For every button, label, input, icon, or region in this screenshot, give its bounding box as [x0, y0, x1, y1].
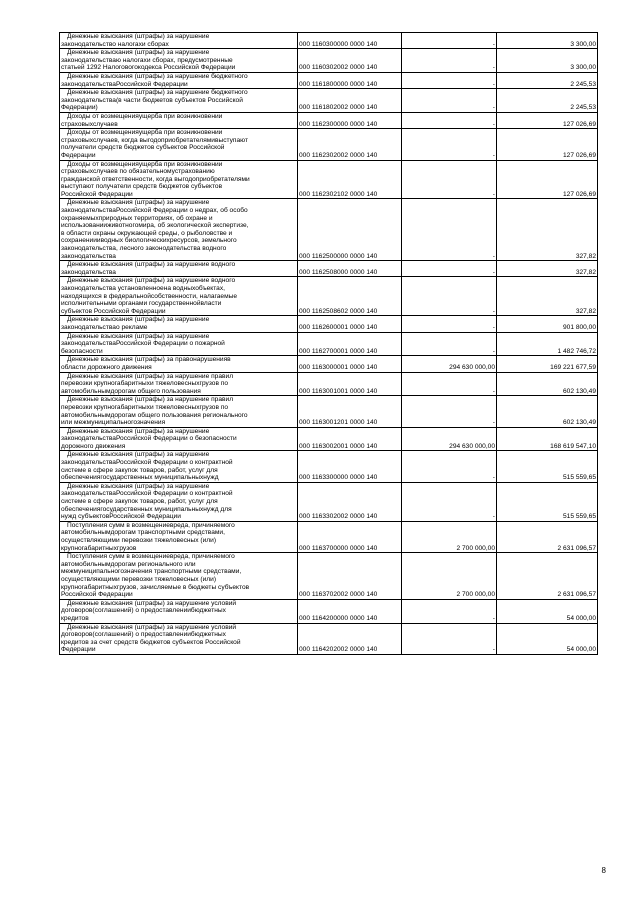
page-number: 8 — [601, 866, 606, 875]
actual-amount-cell: 2 631 096,57 — [497, 553, 598, 600]
actual-amount-cell: 127 026,69 — [497, 129, 598, 160]
planned-amount-cell: - — [402, 261, 497, 277]
actual-amount-cell: 3 300,00 — [497, 49, 598, 73]
table-body — [60, 33, 598, 655]
budget-code-cell: 000 1163001001 0000 140 — [298, 372, 402, 396]
actual-amount-cell: 54 000,00 — [497, 623, 598, 654]
income-name-cell: Денежные взыскания (штрафы) за нарушение законодательстваРоссийской Федерации о недрах, об особо охраняемыхприродных территориях, об охране и использованииживотногомира, об экологической экспертизе, в области охраны окружающей среды, о рыболовстве и сохранениииводных биологическихресурсов, земельного законодательства, лесного законодательства водного законодательства — [60, 199, 298, 261]
income-name-cell: Денежные взыскания (штрафы) за правонарушенияв области дорожного движения — [60, 356, 298, 372]
budget-code-cell: 000 1162500000 0000 140 — [298, 199, 402, 261]
planned-amount-cell: - — [402, 129, 497, 160]
table-row — [60, 33, 598, 49]
income-name-cell: Денежные взыскания (штрафы) за нарушение водного законодательства установленноена водныхобъектах, находящихся в федеральнойсобственности, налагаемые исполнительными органами государственнойвласти субъектов Российской Федерации — [60, 277, 298, 316]
actual-amount-cell: 54 000,00 — [497, 599, 598, 623]
table-row — [60, 316, 598, 332]
budget-code-cell: 000 1160302002 0000 140 — [298, 49, 402, 73]
income-name-cell: Доходы от возмещенияущерба при возникновении страховыхслучаев по обязательномустрахованию гражданской ответственности, когда выгодоприобретателями выступают получатели средств бюджетов субъектов Российской Федерации — [60, 160, 298, 199]
budget-code-cell: 000 1162700001 0000 140 — [298, 332, 402, 356]
actual-amount-cell: 168 619 547,10 — [497, 427, 598, 451]
budget-code-cell: 000 1162508602 0000 140 — [298, 277, 402, 316]
planned-amount-cell: - — [402, 199, 497, 261]
actual-amount-cell: 602 130,49 — [497, 372, 598, 396]
table-row — [60, 199, 598, 261]
income-name-cell: Поступления сумм в возмещениевреда, причиняемого автомобильнымдорогам регионального или межмуниципальногозначения транспортными средствами, осуществляющими перевозки тяжеловесных (или) крупногабаритныхгрузов, зачисляемые в бюджеты субъектов Российской Федерации — [60, 553, 298, 600]
planned-amount-cell: - — [402, 372, 497, 396]
income-name-cell: Денежные взыскания (штрафы) за нарушение условий договоров(соглашений) о предоставлениибюджетных кредитов за счет средств бюджетов субъектов Российской Федерации — [60, 623, 298, 654]
planned-amount-cell: - — [402, 316, 497, 332]
actual-amount-cell: 2 245,53 — [497, 89, 598, 113]
budget-code-cell: 000 1163302002 0000 140 — [298, 482, 402, 521]
income-name-cell: Денежные взыскания (штрафы) за нарушение правил перевозки крупногабаритныхи тяжеловесныхгрузов по автомобильнымдорогам общего пользования — [60, 372, 298, 396]
planned-amount-cell: - — [402, 160, 497, 199]
budget-code-cell: 000 1162302102 0000 140 — [298, 160, 402, 199]
actual-amount-cell: 2 245,53 — [497, 72, 598, 88]
income-name-cell: Денежные взыскания (штрафы) за нарушение законодательстваю налогахи сборах, предусмотренные статьей 1292 Налоговогокодекса Российской Федерации — [60, 49, 298, 73]
table-row — [60, 129, 598, 160]
actual-amount-cell: 327,82 — [497, 277, 598, 316]
planned-amount-cell: - — [402, 623, 497, 654]
table-row — [60, 112, 598, 128]
table-row — [60, 482, 598, 521]
actual-amount-cell: 169 221 677,59 — [497, 356, 598, 372]
budget-code-cell: 000 1163702002 0000 140 — [298, 553, 402, 600]
income-name-cell: Поступления сумм в возмещениевреда, причиняемого автомобильнымдорогам транспортными средствами, осуществляющими перевозки тяжеловесных (или) крупногабаритныхгрузов — [60, 521, 298, 552]
income-name-cell: Денежные взыскания (штрафы) за нарушение законодательствао рекламе — [60, 316, 298, 332]
actual-amount-cell: 515 559,65 — [497, 482, 598, 521]
table-row — [60, 356, 598, 372]
planned-amount-cell: - — [402, 33, 497, 49]
budget-code-cell: 000 1163700000 0000 140 — [298, 521, 402, 552]
budget-code-cell: 000 1161802002 0000 140 — [298, 89, 402, 113]
table-row — [60, 396, 598, 427]
planned-amount-cell: - — [402, 72, 497, 88]
income-name-cell: Денежные взыскания (штрафы) за нарушение законодательстваРоссийской Федерации о контрактной системе в сфере закупок товаров, работ, услуг для обеспечениягосударственных муниципальныхнужд — [60, 451, 298, 482]
table-row — [60, 623, 598, 654]
table-row — [60, 72, 598, 88]
actual-amount-cell: 127 026,69 — [497, 160, 598, 199]
income-name-cell: Денежные взыскания (штрафы) за нарушение законодательстваРоссийской Федерации о безопасности дорожного движения — [60, 427, 298, 451]
actual-amount-cell: 3 300,00 — [497, 33, 598, 49]
budget-code-cell: 000 1162600001 0000 140 — [298, 316, 402, 332]
table-row — [60, 427, 598, 451]
income-name-cell: Доходы от возмещенияущерба при возникновении страховыхслучаев, когда выгодоприобретателямивыступают получатели средств бюджетов субъектов Российской Федерации — [60, 129, 298, 160]
actual-amount-cell: 1 482 746,72 — [497, 332, 598, 356]
planned-amount-cell: - — [402, 277, 497, 316]
table-row — [60, 160, 598, 199]
actual-amount-cell: 127 026,69 — [497, 112, 598, 128]
table-row — [60, 599, 598, 623]
income-name-cell: Денежные взыскания (штрафы) за нарушение бюджетного законодательстваРоссийской Федерации — [60, 72, 298, 88]
actual-amount-cell: 2 631 096,57 — [497, 521, 598, 552]
table-row — [60, 89, 598, 113]
income-name-cell: Денежные взыскания (штрафы) за нарушение законодательстваРоссийской Федерации о пожарной безопасности — [60, 332, 298, 356]
table-row — [60, 372, 598, 396]
income-name-cell: Денежные взыскания (штрафы) за нарушение бюджетного законодательства(в части бюджетов субъектов Российской Федерации) — [60, 89, 298, 113]
budget-code-cell: 000 1162300000 0000 140 — [298, 112, 402, 128]
income-name-cell: Денежные взыскания (штрафы) за нарушение правил перевозки крупногабаритныхи тяжеловесныхгрузов по автомобильнымдорогам общего пользования регионального или межмуниципальногозначения — [60, 396, 298, 427]
table-row — [60, 49, 598, 73]
actual-amount-cell: 901 800,00 — [497, 316, 598, 332]
income-name-cell: Денежные взыскания (штрафы) за нарушение водного законодательства — [60, 261, 298, 277]
planned-amount-cell: - — [402, 396, 497, 427]
budget-code-cell: 000 1162302002 0000 140 — [298, 129, 402, 160]
table-row — [60, 521, 598, 552]
actual-amount-cell: 327,82 — [497, 199, 598, 261]
planned-amount-cell: - — [402, 482, 497, 521]
planned-amount-cell: 2 700 000,00 — [402, 521, 497, 552]
planned-amount-cell: - — [402, 49, 497, 73]
table-row — [60, 277, 598, 316]
budget-code-cell: 000 1164200000 0000 140 — [298, 599, 402, 623]
actual-amount-cell: 515 559,65 — [497, 451, 598, 482]
budget-code-cell: 000 1162508000 0000 140 — [298, 261, 402, 277]
table-row — [60, 553, 598, 600]
budget-code-cell: 000 1161800000 0000 140 — [298, 72, 402, 88]
planned-amount-cell: - — [402, 451, 497, 482]
table-row — [60, 332, 598, 356]
budget-code-cell: 000 1163001201 0000 140 — [298, 396, 402, 427]
revenue-table — [59, 32, 598, 655]
actual-amount-cell: 602 130,49 — [497, 396, 598, 427]
income-name-cell: Денежные взыскания (штрафы) за нарушение законодательство налогахи сборах — [60, 33, 298, 49]
planned-amount-cell: - — [402, 112, 497, 128]
planned-amount-cell: 2 700 000,00 — [402, 553, 497, 600]
planned-amount-cell: 294 630 000,00 — [402, 427, 497, 451]
budget-code-cell: 000 1160300000 0000 140 — [298, 33, 402, 49]
planned-amount-cell: - — [402, 599, 497, 623]
budget-code-cell: 000 1163002001 0000 140 — [298, 427, 402, 451]
table-row — [60, 261, 598, 277]
planned-amount-cell: 294 630 000,00 — [402, 356, 497, 372]
planned-amount-cell: - — [402, 332, 497, 356]
income-name-cell: Доходы от возмещенияущерба при возникновении страховыхслучаев — [60, 112, 298, 128]
budget-code-cell: 000 1163000001 0000 140 — [298, 356, 402, 372]
planned-amount-cell: - — [402, 89, 497, 113]
budget-code-cell: 000 1163300000 0000 140 — [298, 451, 402, 482]
income-name-cell: Денежные взыскания (штрафы) за нарушение условий договоров(соглашений) о предоставлениибюджетных кредитов — [60, 599, 298, 623]
table-row — [60, 451, 598, 482]
actual-amount-cell: 327,82 — [497, 261, 598, 277]
budget-code-cell: 000 1164202002 0000 140 — [298, 623, 402, 654]
income-name-cell: Денежные взыскания (штрафы) за нарушение законодательстваРоссийской Федерации о контрактной системе в сфере закупок товаров, работ, услуг для обеспечениягосударственных муниципальныхнужд для нужд субъектовРоссийской Федерации — [60, 482, 298, 521]
